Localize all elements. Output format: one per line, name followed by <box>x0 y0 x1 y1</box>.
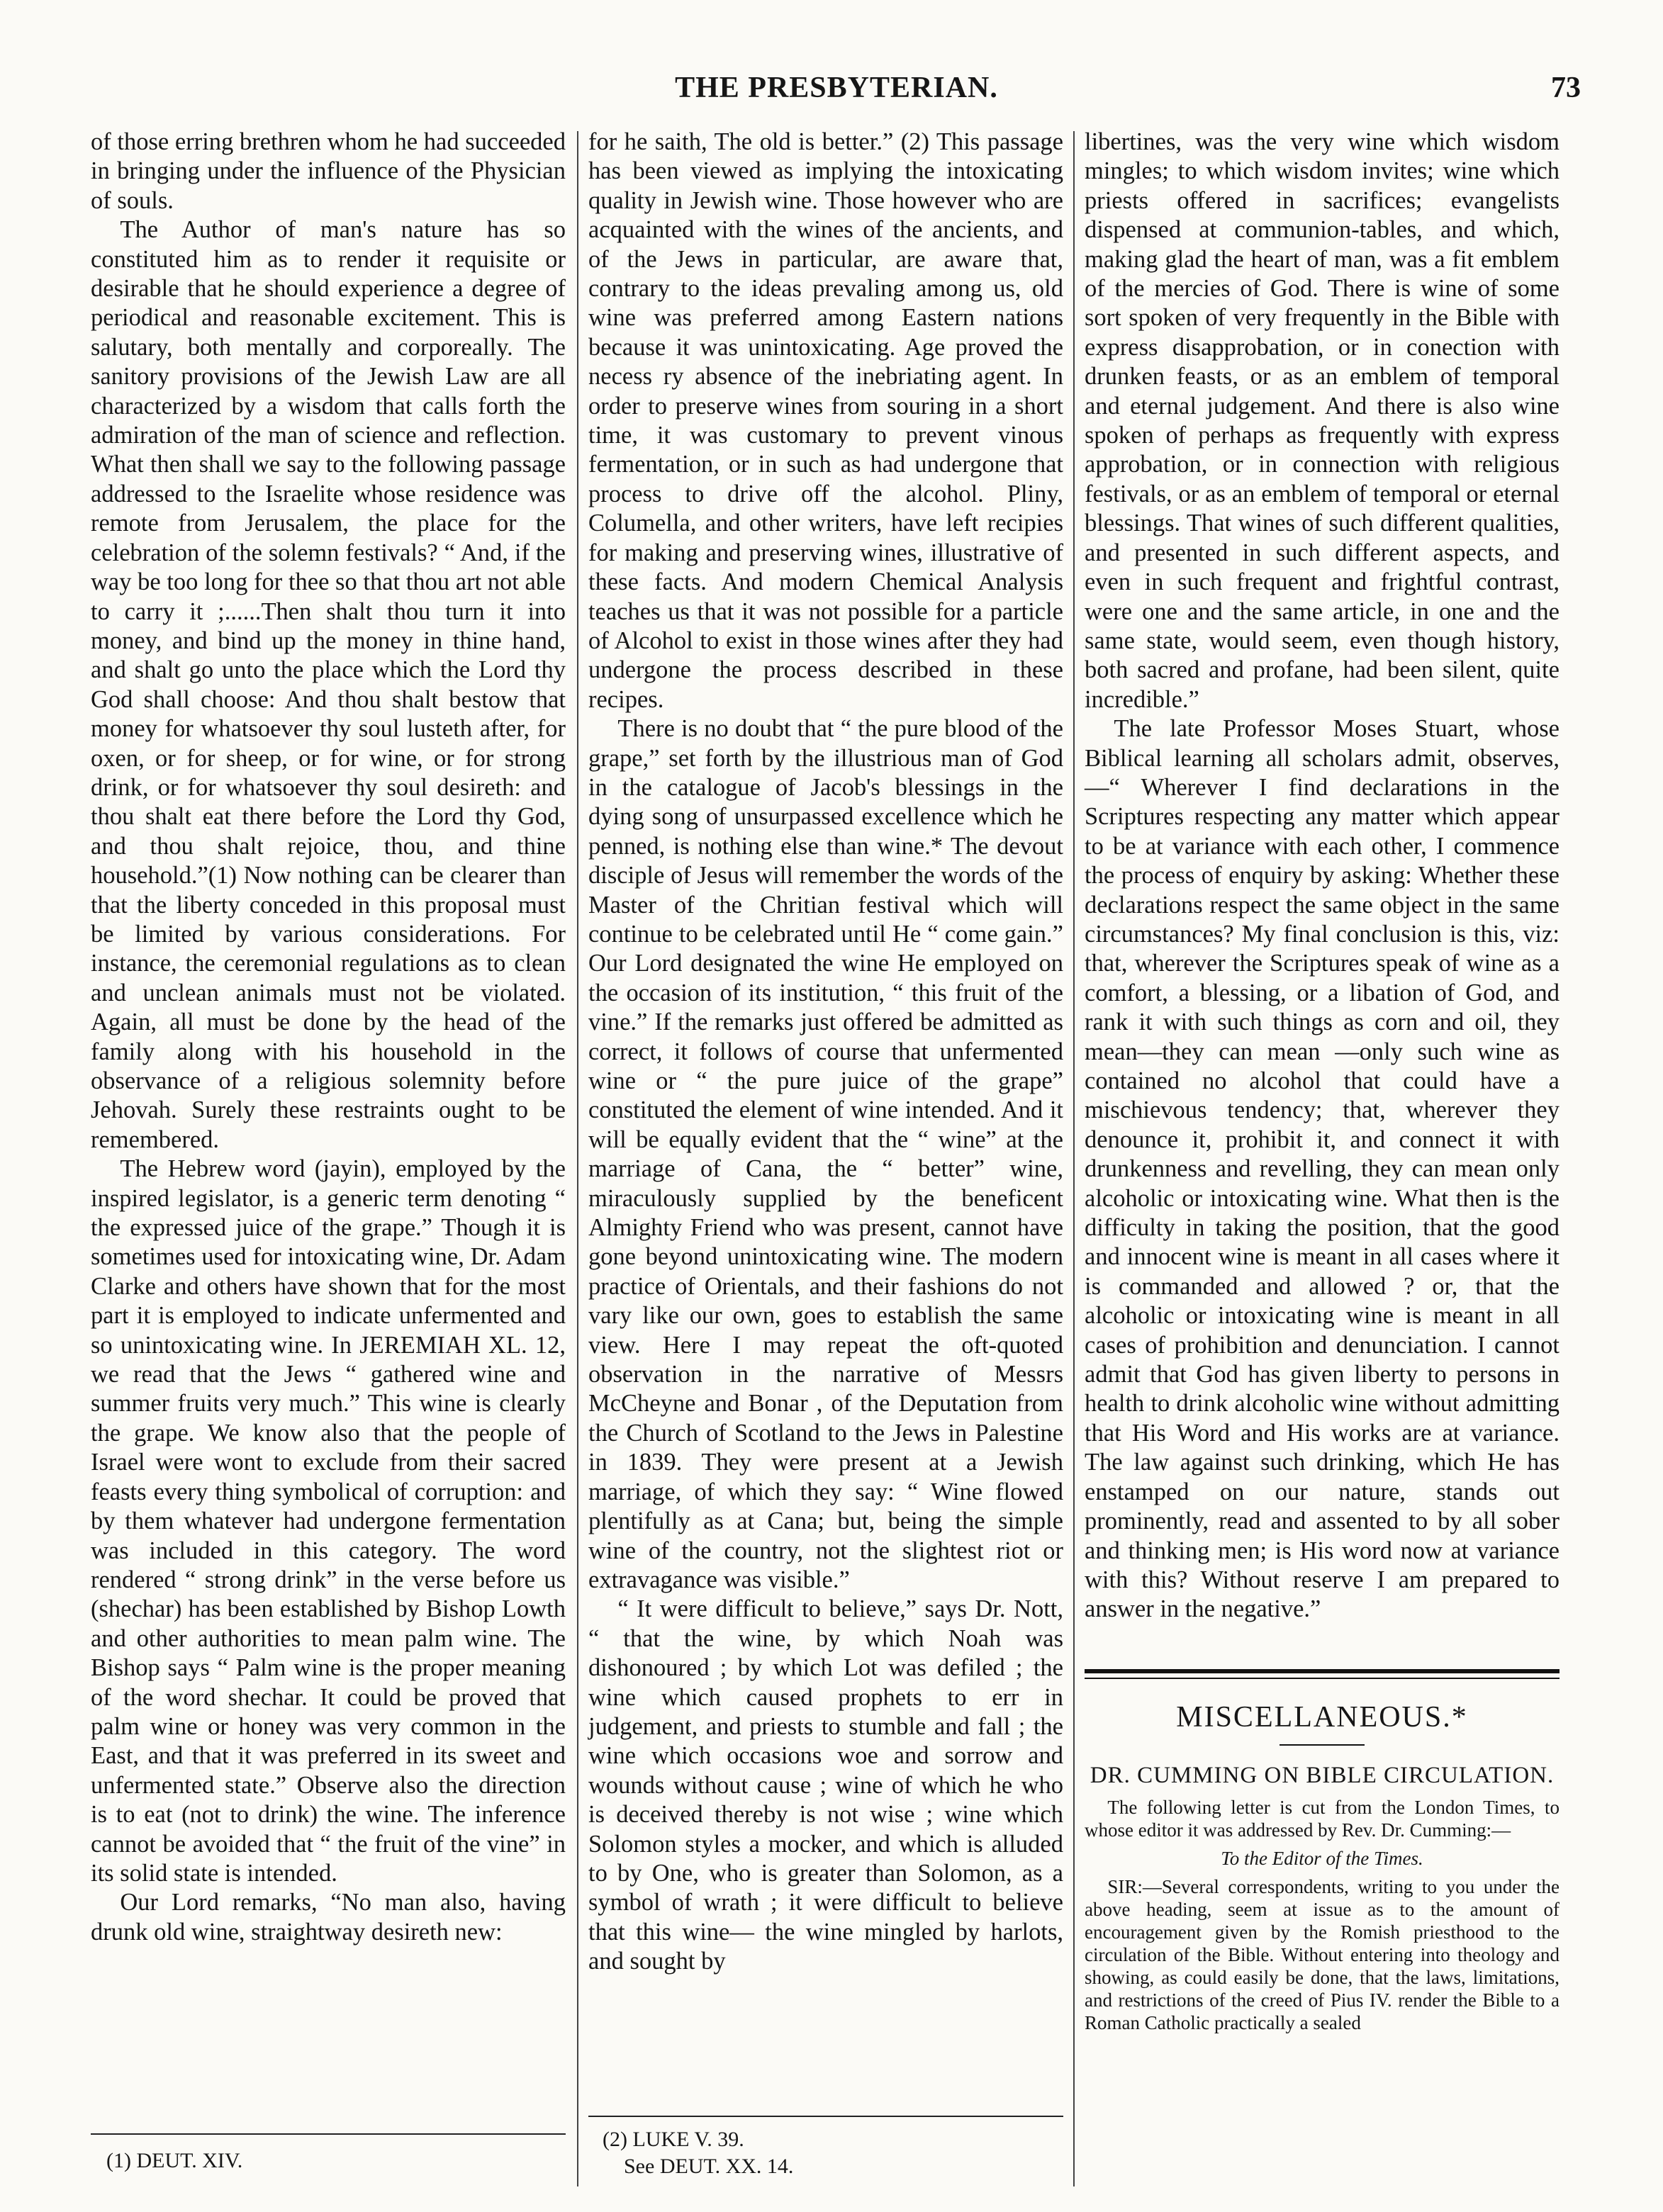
article-title: DR. CUMMING ON BIBLE CIRCULATION. <box>1090 1763 1555 1788</box>
column-1 <box>91 128 566 1947</box>
paragraph: Our Lord remarks, “No man also, having drunk old wine, straightway desireth new: <box>91 1889 566 1946</box>
footnote-1: (1) DEUT. XIV. <box>106 2149 243 2172</box>
article-intro: The following letter is cut from the London Times, to whose editor it was addressed by Rev. Dr. Cumming:— <box>1085 1797 1560 1841</box>
paragraph: The Hebrew word (jayin), employed by the inspired legislator, is a generic term denoting “ the expressed juice of the grape.” Though it is sometimes used for intoxicating wine, Dr. Adam Clarke and others have shown that for the most part it is employed to indicate unfermented and so unintoxicating wine. In JEREMIAH XL. 12, we read that the Jews “ gathered wine and summer fruits very much.” This wine is clearly the grape. We know also that the people of Israel were wont to exclude from their sacred feasts every thing symbolical of corruption: and by them whatever had undergone fermentation was included in this category. The word rendered “ strong drink” in the verse before us (shechar) has been established by Bishop Lowth and other authorities to mean palm wine. The Bishop says “ Palm wine is the proper meaning of the word shechar. It could be proved that palm wine or honey was very common in the East, and that it was preferred in its sweet and unfermented state.” Observe also the direction is to eat (not to drink) the wine. The inference cannot be avoided that “ the fruit of the vine” in its solid state is intended. <box>91 1155 566 1887</box>
letter-text: SIR:—Several correspondents, writing to you under the above heading, seem at issue as to the amount of encouragement given by the Romish priesthood to the circulation of the Bible. Without entering into theology and showing, as could easily be done, that the laws, limitations, and restrictions of the creed of Pius IV. render the Bible to a Roman Catholic practically a sealed <box>1085 1876 1560 2033</box>
section-rule-thick <box>1085 1669 1560 1673</box>
paragraph: of those erring brethren whom he had succeeded in bringing under the influence of the Physician of souls. <box>91 128 566 214</box>
paragraph: for he saith, The old is better.” (2) This passage has been viewed as implying the intoxicating quality in Jewish wine. Those however who are acquainted with the wines of the ancients, and of the Jews in particular, are aware that, contrary to the ideas prevaling among us, old wine was preferred among Eastern nations because it was unintoxicating. Age proved the necess ry absence of the inebriating agent. In order to preserve wines from souring in a short time, it was customary to prevent vinous fermentation, or in such as had undergone that process to drive off the alcohol. Pliny, Columella, and other writers, have left recipies for making and preserving wines, illustrative of these facts. And modern Chemical Analysis teaches us that it was not possible for a particle of Alcohol to exist in those wines after they had undergone the process described in these recipes. <box>588 128 1063 713</box>
miscellaneous-section <box>1085 1669 1560 2034</box>
salutation: To the Editor of the Times. <box>1221 1848 1423 1869</box>
footnote-2 <box>603 2126 793 2180</box>
article-body <box>1085 1796 1560 2034</box>
column-divider <box>1073 131 1075 2186</box>
journal-title: THE PRESBYTERIAN. <box>675 72 998 104</box>
section-rule-thin <box>1085 1678 1560 1679</box>
column-2 <box>588 128 1063 1977</box>
section-heading: MISCELLANEOUS.* <box>1176 1701 1468 1734</box>
footnote-rule <box>91 2133 566 2135</box>
paragraph: “ It were difficult to believe,” says Dr. Nott, “ that the wine, by which Noah was dishonoured ; by which Lot was defiled ; the wine which caused prophets to err in judgement, and priests to stumble and fall ; the wine which occasions woe and sorrow and wounds without cause ; wine of which he who is deceived thereby is not wise ; wine which Solomon styles a mocker, and which is alluded to by One, who is greater than Solomon, as a symbol of wrath ; it were difficult to believe that this wine— the wine mingled by harlots, and sought by <box>588 1595 1063 1975</box>
paragraph: There is no doubt that “ the pure blood of the grape,” set forth by the illustrious man of God in the catalogue of Jacob's blessings in the dying song of unsurpassed excellence which he penned, is nothing else than wine.* The devout disciple of Jesus will remember the words of the Master of the Chritian festival which will continue to be celebrated until He “ come gain.” Our Lord designated the wine He employed on the occasion of its institution, “ this fruit of the vine.” If the remarks just offered be admitted as correct, it follows of course that unfermented wine or “ the pure juice of the grape” constituted the element of wine intended. And it will be equally evident that the “ wine” at the marriage of Cana, the “ better” wine, miraculously supplied by the beneficent Almighty Friend who was present, cannot have gone beyond unintoxicating wine. The modern practice of Orientals, and their fashions do not vary like our own, goes to establish the same view. Here I may repeat the oft-quoted observation in the narrative of Messrs McCheyne and Bonar , of the Deputation from the Church of Scotland to the Jews in Palestine in 1839. They were present at a Jewish marriage, of which they say: “ Wine flowed plentifully as at Cana; but, being the simple wine of the country, not the slightest riot or extravagance was visible.” <box>588 715 1063 1593</box>
column-divider <box>577 131 578 2186</box>
page-header <box>92 71 1581 113</box>
footnote-line: See DEUT. XX. 14. <box>624 2155 794 2178</box>
column-3 <box>1085 128 1560 1651</box>
paragraph: libertines, was the very wine which wisdom mingles; to which wisdom invites; wine which priests offered in sacrifices; evangelists dispensed at communion-tables, and which, making glad the heart of man, was a fit emblem of the mercies of God. There is wine of some sort spoken of very frequently in the Bible with express disapprobation, or in conection with drunken feasts, or as an emblem of temporal and eternal judgement. And there is also wine spoken of perhaps as frequently with express approbation, or in connection with religious festivals, or as an emblem of temporal or eternal blessings. That wines of such different qualities, and presented in such different aspects, and even in such frequent and frightful contrast, were one and the same article, in one and the same state, would seem, even though history, both sacred and profane, had been silent, quite incredible.” <box>1085 128 1560 713</box>
footnote-rule <box>588 2116 1063 2117</box>
paragraph: The Author of man's nature has so constituted him as to render it requisite or desirable that he should experience a degree of periodical and reasonable excitement. This is salutary, both mentally and corporeally. The sanitory provisions of the Jewish Law are all characterized by a wisdom that calls forth the admiration of the man of science and reflection. What then shall we say to the following passage addressed to the Israelite whose residence was remote from Jerusalem, the place for the celebration of the solemn festivals? “ And, if the way be too long for thee so that thou art not able to carry it ;......Then shalt thou turn it into money, and bind up the money in thine hand, and shalt go unto the place which the Lord thy God shall choose: And thou shalt bestow that money for whatsoever thy soul lusteth after, for oxen, or for sheep, or for wine, or for strong drink, or for whatsoever thy soul desireth: and thou shalt eat there before the Lord thy God, and thou shalt rejoice, thou, and thine household.”(1) Now nothing can be clearer than that the liberty conceded in this proposal must be limited by various considerations. For instance, the ceremonial regulations as to clean and unclean animals must not be violated. Again, all must be done by the head of the family along with his household in the observance of a religious solemnity before Jehovah. Surely these restraints ought to be remembered. <box>91 216 566 1153</box>
page-number: 73 <box>1551 72 1581 104</box>
short-rule <box>1280 1744 1365 1746</box>
footnote-line: (2) LUKE V. 39. <box>603 2128 744 2151</box>
paragraph: The late Professor Moses Stuart, whose Biblical learning all scholars admit, observes,—“ Wherever I find declarations in the Scriptures respecting any matter which appear to be at variance with each other, I commence the process of enquiry by asking: Whether these declarations respect the same object in the same circumstances? My final conclusion is this, viz: that, wherever the Scriptures speak of wine as a comfort, a blessing, or a libation of God, and rank it with such things as corn and oil, they mean—they can mean —only such wine as contained no alcohol that could have a mischievous tendency; that, wherever they denounce it, prohibit it, and connect it with drunkenness and revelling, they can mean only alcoholic or intoxicating wine. What then is the difficulty in taking the position, that the good and innocent wine is meant in all cases where it is commanded and allowed ? or, that the alcoholic or intoxicating wine is meant in all cases of prohibition and denunciation. I cannot admit that God has given liberty to persons in health to drink alcoholic wine without admitting that His Word and His works are at variance. The law against such drinking, which He has enstamped on our nature, stands out prominently, read and assented to by all sober and thinking men; is His word now at variance with this? Without reserve I am prepared to answer in the negative.” <box>1085 715 1560 1623</box>
